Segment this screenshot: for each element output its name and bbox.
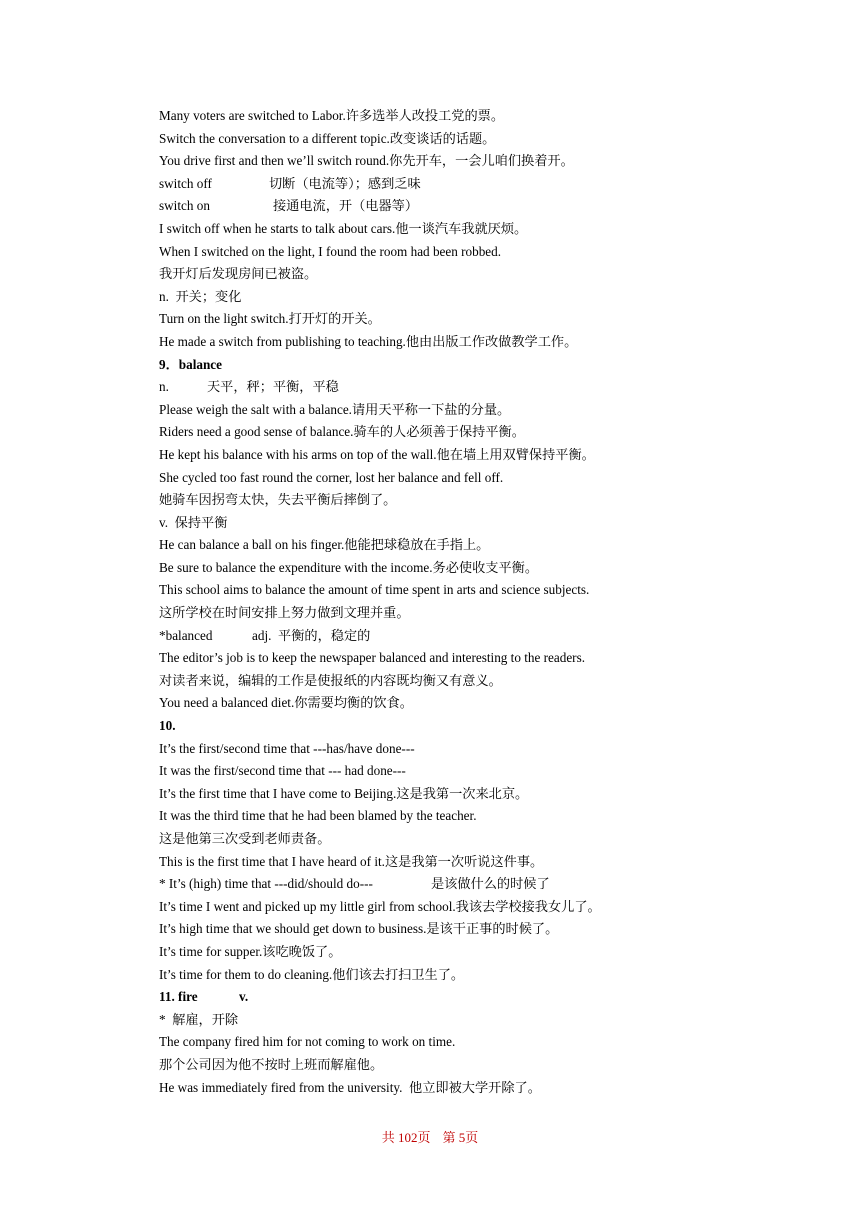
text-line: 这所学校在时间安排上努力做到文理并重。	[159, 605, 410, 621]
definition-line	[159, 625, 819, 648]
heading-term: 11. fire	[159, 989, 198, 1005]
text-line: 那个公司因为他不按时上班而解雇他。	[159, 1056, 384, 1072]
text-line: Be sure to balance the expenditure with the income.务必使收支平衡。	[159, 559, 539, 575]
total-pages: 共 102页	[381, 1130, 431, 1145]
term: *balanced	[159, 627, 213, 643]
text-line: 我开灯后发现房间已被盗。	[159, 266, 318, 282]
text-line: It’s time I went and picked up my little girl from school.我该去学校接我女儿了。	[159, 898, 601, 914]
definition: 切断（电流等）；感到乏味	[269, 175, 421, 191]
text-line: This is the first time that I have heard of it.这是我第一次听说这件事。	[159, 853, 544, 869]
text-line: You need a balanced diet.你需要均衡的饮食。	[159, 695, 413, 711]
document-body	[159, 105, 819, 1099]
text-line: When I switched on the light, I found the room had been robbed.	[159, 243, 502, 259]
text-line: It’s time for supper.该吃晚饭了。	[159, 943, 342, 959]
definition-line	[159, 195, 819, 218]
text-line: It was the first/second time that --- had done---	[159, 763, 406, 779]
definition: 是该做什么的时候了	[431, 876, 550, 892]
text-line: The company fired him for not coming to work on time.	[159, 1034, 456, 1050]
text-line: 她骑车因拐弯太快，失去平衡后摔倒了。	[159, 492, 397, 508]
definition-line	[159, 173, 819, 196]
term: switch on	[159, 198, 210, 214]
text-line: I switch off when he starts to talk about cars.他一谈汽车我就厌烦。	[159, 220, 528, 236]
section-heading	[159, 986, 819, 1009]
definition-line	[159, 873, 819, 896]
text-line: v. 保持平衡	[159, 514, 228, 530]
text-line: She cycled too fast round the corner, lost her balance and fell off.	[159, 469, 504, 485]
text-line: Switch the conversation to a different topic.改变谈话的话题。	[159, 130, 496, 146]
text-line: He made a switch from publishing to teaching.他由出版工作改做教学工作。	[159, 333, 578, 349]
text-line: It’s the first/second time that ---has/have done---	[159, 740, 415, 756]
text-line: Riders need a good sense of balance.骑车的人必须善于保持平衡。	[159, 424, 525, 440]
text-line: This school aims to balance the amount of time spent in arts and science subjects.	[159, 582, 590, 598]
text-line: Many voters are switched to Labor.许多选举人改投工党的票。	[159, 108, 505, 123]
text-line: It’s time for them to do cleaning.他们该去打扫卫生了。	[159, 966, 465, 982]
text-line: 对读者来说，编辑的工作是使报纸的内容既均衡又有意义。	[159, 672, 502, 688]
section-heading: 9．balance	[159, 356, 223, 372]
definition: adj. 平衡的，稳定的	[252, 627, 371, 643]
definition: 天平，秤；平衡，平稳	[207, 379, 339, 395]
term: n.	[159, 379, 169, 395]
text-line: The editor’s job is to keep the newspaper balanced and interesting to the readers.	[159, 650, 586, 666]
section-heading: 10.	[159, 718, 176, 734]
text-line: Please weigh the salt with a balance.请用天平称一下盐的分量。	[159, 401, 511, 417]
text-line: * 解雇，开除	[159, 1011, 239, 1027]
text-line: You drive first and then we’ll switch round.你先开车，一会儿咱们换着开。	[159, 153, 574, 169]
definition: 接通电流，开（电器等）	[273, 198, 419, 214]
term: * It’s (high) time that ---did/should do---	[159, 876, 373, 892]
text-line: He kept his balance with his arms on top of the wall.他在墙上用双臂保持平衡。	[159, 446, 595, 462]
text-line: It’s the first time that I have come to Beijing.这是我第一次来北京。	[159, 785, 529, 801]
term: switch off	[159, 175, 212, 191]
text-line: It was the third time that he had been blamed by the teacher.	[159, 808, 477, 824]
definition-line	[159, 376, 819, 399]
text-line: n. 开关；变化	[159, 288, 242, 304]
text-line: It’s high time that we should get down to business.是该干正事的时候了。	[159, 921, 559, 937]
page-footer	[0, 1127, 860, 1146]
text-line: Turn on the light switch.打开灯的开关。	[159, 311, 381, 327]
current-page: 第 5页	[442, 1130, 479, 1145]
text-line: 这是他第三次受到老师责备。	[159, 831, 331, 846]
text-line: He can balance a ball on his finger.他能把球稳放在手指上。	[159, 537, 490, 553]
text-line: He was immediately fired from the university. 他立即被大学开除了。	[159, 1079, 541, 1095]
heading-pos: v.	[239, 989, 249, 1005]
